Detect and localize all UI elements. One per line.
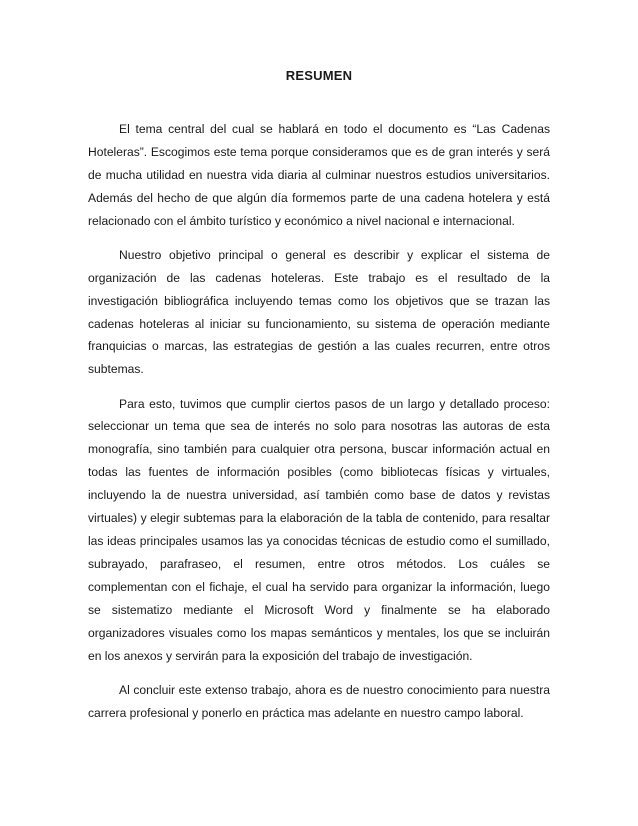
paragraph-3: Para esto, tuvimos que cumplir ciertos pasos de un largo y detallado proceso: seleccionar un tema que sea de interés no solo para nosotras las autoras de esta monografía, sino también para cualquier otra persona, buscar información actual en todas las fuentes de información posibles (como bibliotecas físicas y virtuales, incluyendo la de nuestra universidad, así también como base de datos y revistas virtuales) y elegir subtemas para la elaboración de la tabla de contenido, para resaltar las ideas principales usamos las ya conocidas técnicas de estudio como el sumillado, subrayado, parafraseo, el resumen, entre otros métodos. Los cuáles se complementan con el fichaje, el cual ha servido para organizar la información, luego se sistematizo mediante el Microsoft Word y finalmente se ha elaborado organizadores visuales como los mapas semánticos y mentales, los que se incluirán en los anexos y servirán para la exposición del trabajo de investigación. <box>88 396 550 663</box>
paragraph-1: El tema central del cual se hablará en todo el documento es “Las Cadenas Hoteleras”. Escogimos este tema porque consideramos que es de gran interés y será de mucha utilidad en nuestra vida diaria al culminar nuestros estudios universitarios. Además del hecho de que algún día formemos parte de una cadena hotelera y está relacionado con el ámbito turístico y económico a nivel nacional e internacional. <box>88 122 550 228</box>
paragraph-4: Al concluir este extenso trabajo, ahora es de nuestro conocimiento para nuestra carrera profesional y ponerlo en práctica mas adelante en nuestro campo laboral. <box>88 682 550 720</box>
document-body <box>88 118 550 736</box>
page-title: RESUMEN <box>285 68 353 83</box>
paragraph-2: Nuestro objetivo principal o general es describir y explicar el sistema de organización de las cadenas hoteleras. Este trabajo es el resultado de la investigación bibliográfica incluyendo temas como los objetivos que se trazan las cadenas hoteleras al iniciar su funcionamiento, su sistema de operación mediante franquicias o marcas, las estrategias de gestión a las cuales recurren, entre otros subtemas. <box>88 247 550 377</box>
